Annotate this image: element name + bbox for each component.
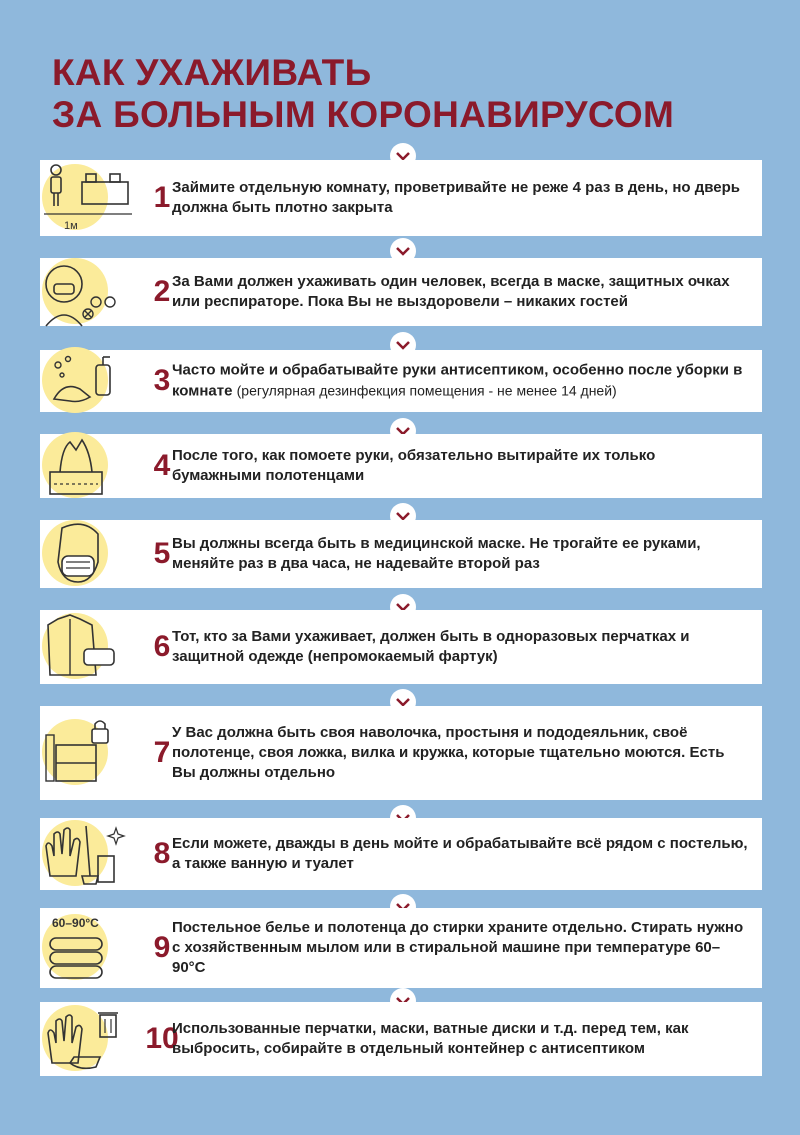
step-card-5	[40, 520, 762, 588]
step-card-6	[40, 610, 762, 684]
step-text: Тот, кто за Вами ухаживает, должен быть в одноразовых перчатках и защитной одежде (непромокаемый фартук)	[172, 628, 690, 665]
step-number: 6	[153, 630, 171, 663]
step-card-7	[40, 706, 762, 800]
step-text: За Вами должен ухаживать один человек, всегда в маске, защитных очках или респираторе. Пока Вы не выздоровели – никаких гостей	[172, 273, 730, 310]
step-text: Постельное белье и полотенца до стирки храните отдельно. Стирать нужно с хозяйственным мылом или в стиральной машине при температуре 60–90°C	[172, 919, 744, 976]
cleaning-gloves-icon	[40, 816, 116, 892]
step-number: 4	[153, 449, 171, 482]
step-number: 7	[153, 736, 171, 769]
protective-clothing-icon	[40, 609, 116, 685]
step-number: 8	[153, 837, 171, 870]
step-number: 5	[153, 537, 171, 570]
step-number: 9	[153, 931, 171, 964]
step-card-3	[40, 350, 762, 412]
step-card-8	[40, 818, 762, 890]
step-text: У Вас должна быть своя наволочка, простыня и пододеяльник, своё полотенце, своя ложка, вилка и кружка, которые тщательно моются. Есть Вы должны отдельно	[172, 724, 725, 781]
step-number: 2	[153, 275, 171, 308]
step-text: Займите отдельную комнату, проветривайте не реже 4 раз в день, но дверь должна быть плотно закрыта	[172, 179, 741, 216]
step-text: Если можете, дважды в день мойте и обрабатывайте всё рядом с постелью, а также ванную и туалет	[172, 835, 748, 872]
person-and-bed-icon	[40, 160, 116, 236]
title-line-1: КАК УХАЖИВАТЬ	[52, 52, 372, 93]
laundry-temperature-icon	[40, 910, 116, 986]
paper-towel-box-icon	[40, 428, 116, 504]
step-card-4	[40, 434, 762, 498]
step-card-9	[40, 908, 762, 988]
masked-caregiver-icon	[40, 254, 116, 330]
step-text-main: Часто мойте и обрабатывайте руки антисептиком, особенно после уборки в комнате	[172, 361, 743, 400]
step-number: 10	[145, 1022, 179, 1055]
medical-mask-face-icon	[40, 516, 116, 592]
gloves-and-trash-bin-icon	[40, 1001, 116, 1077]
step-card-1	[40, 160, 762, 236]
temperature-label: 60–90°C	[52, 916, 99, 930]
page-title	[52, 52, 674, 136]
step-text: Вы должны всегда быть в медицинской маске. Не трогайте ее руками, меняйте раз в два часа, не надевайте второй раз	[172, 535, 701, 572]
step-text: Использованные перчатки, маски, ватные диски и т.д. перед тем, как выбросить, собирайте в отдельный контейнер с антисептиком	[172, 1020, 689, 1057]
step-number: 1	[153, 181, 171, 214]
hand-washing-icon	[40, 343, 116, 419]
step-number: 3	[153, 364, 171, 397]
step-text: После того, как помоете руки, обязательно вытирайте их только бумажными полотенцами	[172, 447, 656, 484]
step-text-note: (регулярная дезинфекция помещения - не менее 14 дней)	[236, 382, 617, 399]
title-line-2: ЗА БОЛЬНЫМ КОРОНАВИРУСОМ	[52, 94, 675, 135]
step-card-2	[40, 258, 762, 326]
step-text	[172, 361, 748, 402]
distance-label: 1м	[64, 220, 78, 232]
locked-personal-items-icon	[40, 715, 116, 791]
step-card-10	[40, 1002, 762, 1076]
